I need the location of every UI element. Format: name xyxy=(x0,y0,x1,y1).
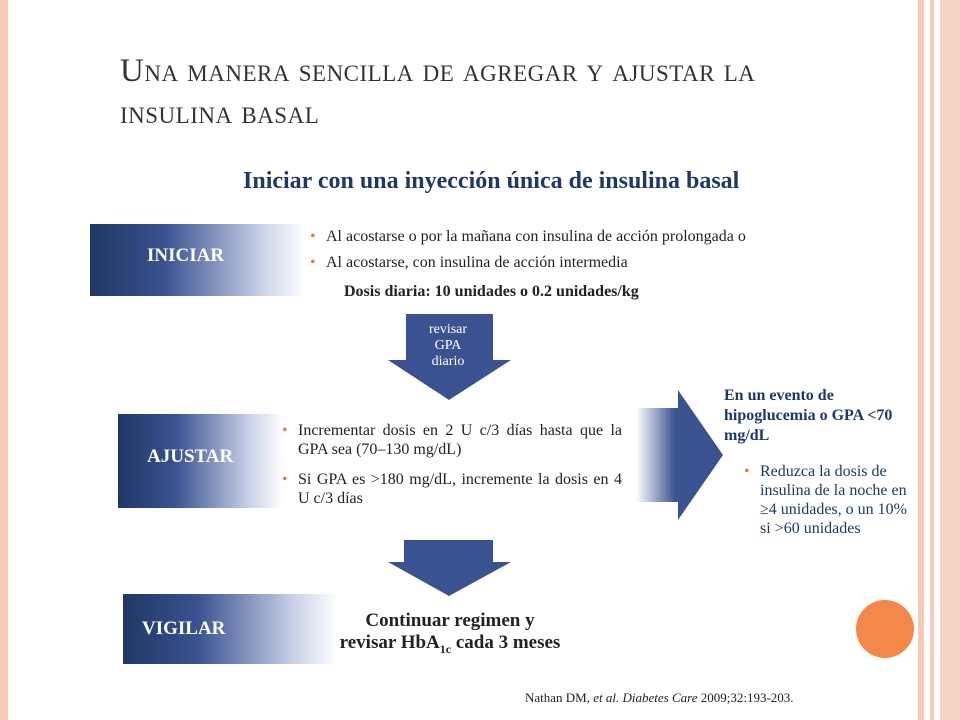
ajustar-bullets xyxy=(282,421,622,519)
monitor-line-1: Continuar regimen y xyxy=(365,610,535,631)
check-line: diario xyxy=(431,354,465,369)
hypo-bullet: • Reduzca la dosis de insulina de la noche en ≥4 unidades, o un 10% si >60 unidades xyxy=(744,462,914,538)
iniciar-bullets xyxy=(310,224,746,276)
iniciar-bullet: • Al acostarse o por la mañana con insulina de acción prolongada o xyxy=(310,224,746,250)
hypo-bullets xyxy=(744,462,914,538)
right-stripe-3 xyxy=(940,0,960,720)
daily-dose: Dosis diaria: 10 unidades o 0.2 unidades/kg xyxy=(344,283,639,300)
hba-subscript: 1c xyxy=(439,641,452,656)
monitor-frequency: cada 3 meses xyxy=(451,632,561,653)
hba-text: revisar HbA xyxy=(339,632,440,653)
hypo-title: En un evento de hipoglucemia o GPA <70 mg/dL xyxy=(724,387,893,444)
citation-ref: 2009;32:193-203. xyxy=(697,690,794,705)
check-line: revisar xyxy=(428,322,468,337)
vigilar-label: VIGILAR xyxy=(142,618,226,639)
citation-etal: et al. xyxy=(593,690,620,705)
check-arrow-text xyxy=(418,322,478,370)
monitor-text xyxy=(305,610,595,660)
citation-authors: Nathan DM, xyxy=(525,690,594,705)
ajustar-label: AJUSTAR xyxy=(147,446,234,467)
monitor-arrow xyxy=(387,540,513,596)
slide-title: Una manera sencilla de agregar y ajustar la insulina basal xyxy=(120,53,756,131)
citation xyxy=(525,690,794,706)
right-stripe-2 xyxy=(930,0,934,720)
subtitle: Iniciar con una inyección única de insulina basal xyxy=(243,168,740,194)
iniciar-label: INICIAR xyxy=(147,245,225,266)
hypo-arrow xyxy=(636,390,724,520)
ajustar-bullet: • Incrementar dosis en 2 U c/3 días hasta que la GPA sea (70–130 mg/dL) xyxy=(282,421,622,459)
monitor-line-2 xyxy=(305,632,595,660)
decorative-circle xyxy=(856,600,914,658)
iniciar-bullet: • Al acostarse, con insulina de acción intermedia xyxy=(310,250,746,276)
ajustar-bullet: • Si GPA es >180 mg/dL, incremente la dosis en 4 U c/3 días xyxy=(282,470,622,508)
right-stripe-1 xyxy=(918,0,924,720)
citation-journal: Diabetes Care xyxy=(622,690,698,705)
check-line: GPA xyxy=(434,338,462,353)
left-frame xyxy=(0,0,8,720)
